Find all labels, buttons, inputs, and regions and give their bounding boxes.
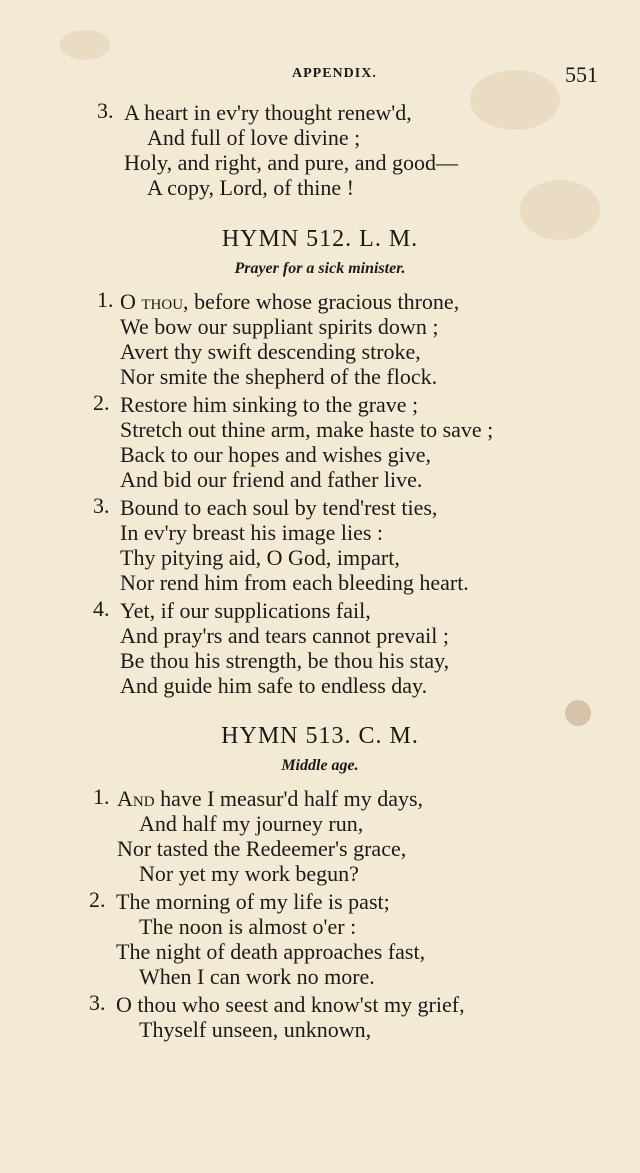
stanza-number: 2. bbox=[93, 390, 110, 415]
verse-line bbox=[117, 786, 423, 812]
hymn-512-subtitle: Prayer for a sick minister. bbox=[234, 260, 406, 277]
verse-line: The night of death approaches fast, bbox=[116, 939, 426, 964]
hymn-513-subtitle: Middle age. bbox=[281, 757, 359, 774]
verse-line: A heart in ev'ry thought renew'd, bbox=[124, 100, 412, 125]
verse-line: Thyself unseen, unknown, bbox=[139, 1017, 372, 1042]
stanza-number: 3. bbox=[93, 493, 110, 518]
verse-line: Avert thy swift descending stroke, bbox=[120, 339, 421, 364]
verse-line: Be thou his strength, be thou his stay, bbox=[120, 648, 450, 673]
page-header bbox=[0, 62, 640, 92]
verse-line: When I can work no more. bbox=[139, 964, 375, 989]
hymn-513-title: HYMN 513. C. M. bbox=[221, 723, 419, 749]
verse-line: Back to our hopes and wishes give, bbox=[120, 442, 431, 467]
verse-line: The morning of my life is past; bbox=[116, 889, 390, 914]
verse-line: And half my journey run, bbox=[139, 811, 364, 836]
verse-line: Nor smite the shepherd of the flock. bbox=[120, 364, 438, 389]
verse-line: Restore him sinking to the grave ; bbox=[120, 392, 419, 417]
verse-line: And pray'rs and tears cannot prevail ; bbox=[120, 623, 449, 648]
verse-line-rest: before whose gracious throne, bbox=[188, 289, 460, 314]
stanza-number: 2. bbox=[89, 887, 106, 912]
stanza-number: 1. bbox=[93, 784, 110, 809]
stanza-number: 3. bbox=[89, 990, 106, 1015]
verse-line: Stretch out thine arm, make haste to save ; bbox=[120, 417, 494, 442]
foxing-stain bbox=[60, 30, 110, 60]
verse-line bbox=[120, 289, 459, 315]
verse-line: O thou who seest and know'st my grief, bbox=[116, 992, 465, 1017]
page-number: 551 bbox=[565, 62, 598, 87]
hymn-512-title: HYMN 512. L. M. bbox=[221, 226, 419, 252]
first-word: O thou, bbox=[120, 289, 189, 314]
verse-line: The noon is almost o'er : bbox=[139, 914, 357, 939]
verse-line: And full of love divine ; bbox=[147, 125, 361, 150]
verse-line: In ev'ry breast his image lies : bbox=[120, 520, 384, 545]
verse-line: Nor tasted the Redeemer's grace, bbox=[117, 836, 407, 861]
verse-line: Yet, if our supplications fail, bbox=[120, 598, 371, 623]
verse-line: We bow our suppliant spirits down ; bbox=[120, 314, 439, 339]
verse-line: Nor rend him from each bleeding heart. bbox=[120, 570, 469, 595]
verse-line: Nor yet my work begun? bbox=[139, 861, 359, 886]
stanza-number: 4. bbox=[93, 596, 110, 621]
verse-line: And guide him safe to endless day. bbox=[120, 673, 428, 698]
verse-line: Bound to each soul by tend'rest ties, bbox=[120, 495, 438, 520]
verse-line: Thy pitying aid, O God, impart, bbox=[120, 545, 400, 570]
verse-line: Holy, and right, and pure, and good— bbox=[124, 150, 459, 175]
stanza-number: 3. bbox=[97, 98, 114, 123]
verse-line-rest: have I measur'd half my days, bbox=[154, 786, 424, 811]
running-head: APPENDIX. bbox=[292, 66, 377, 81]
first-word: And bbox=[117, 786, 155, 811]
stanza-number: 1. bbox=[97, 287, 114, 312]
verse-line: A copy, Lord, of thine ! bbox=[147, 175, 354, 200]
verse-line: And bid our friend and father live. bbox=[120, 467, 423, 492]
